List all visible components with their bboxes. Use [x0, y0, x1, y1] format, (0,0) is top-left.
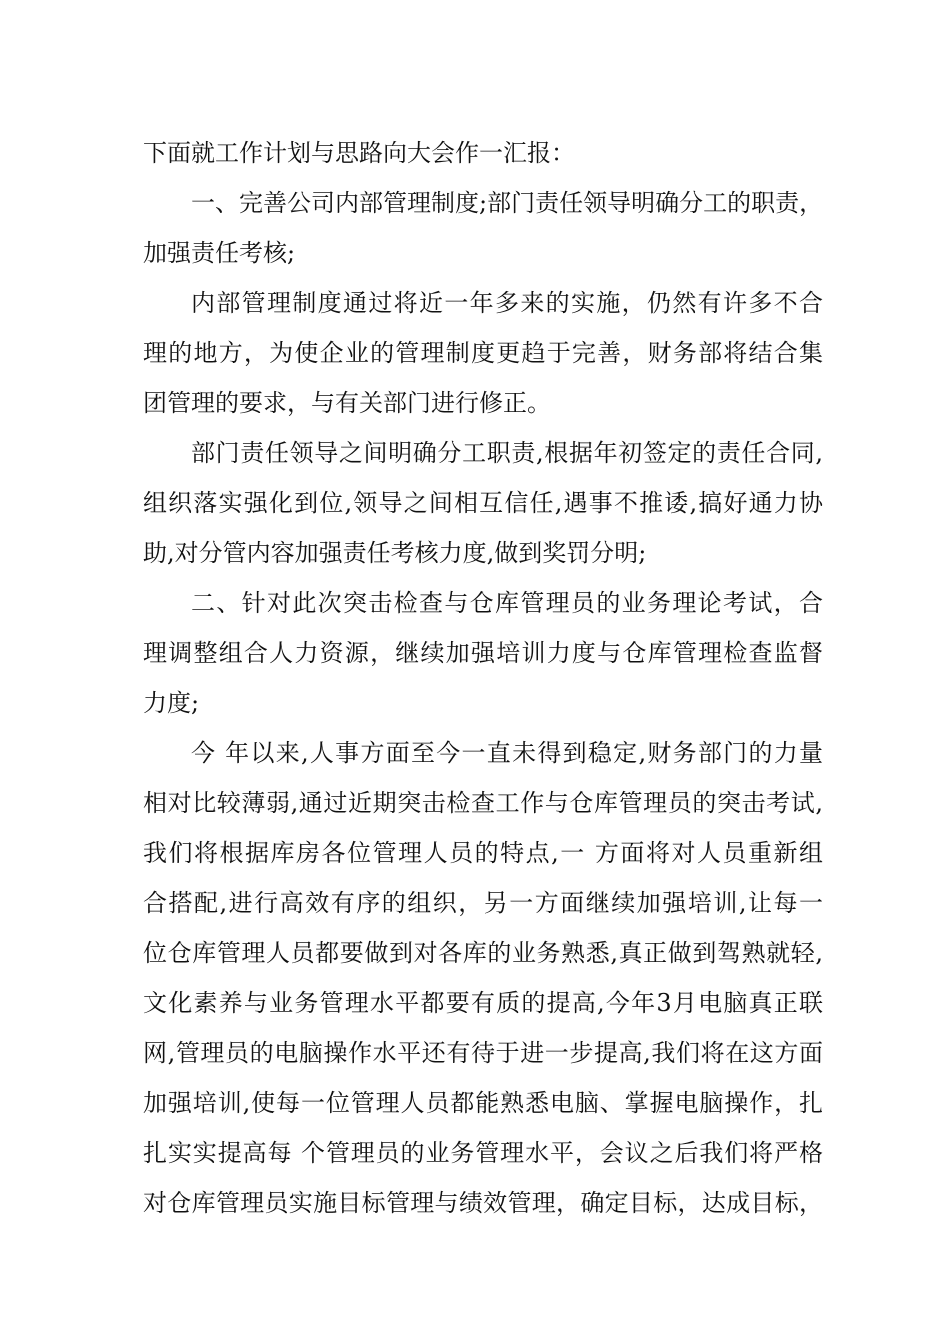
paragraph-line: 文化素养与业务管理水平都要有质的提高,今年3月电脑真正联	[143, 989, 823, 1017]
paragraph-line: 今 年以来,人事方面至今一直未得到稳定,财务部门的力量	[191, 739, 823, 767]
paragraph-line: 位仓库管理人员都要做到对各库的业务熟悉,真正做到驾熟就轻,	[143, 939, 823, 967]
section-1-heading-line-1: 一、完善公司内部管理制度;部门责任领导明确分工的职责，	[191, 189, 824, 217]
section-2-heading-line-3: 力度;	[143, 689, 200, 717]
paragraph-line: 理的地方，为使企业的管理制度更趋于完善，财务部将结合集	[143, 339, 823, 367]
paragraph-line: 助,对分管内容加强责任考核力度,做到奖罚分明;	[143, 539, 647, 567]
paragraph-line: 团管理的要求，与有关部门进行修正。	[143, 389, 551, 417]
paragraph-line: 内部管理制度通过将近一年多来的实施，仍然有许多不合	[191, 289, 823, 317]
paragraph-line: 加强培训,使每一位管理人员都能熟悉电脑、掌握电脑操作，扎	[143, 1089, 823, 1117]
paragraph-line: 对仓库管理员实施目标管理与绩效管理，确定目标，达成目标，	[143, 1189, 823, 1217]
paragraph-line: 网,管理员的电脑操作水平还有待于进一步提高,我们将在这方面	[143, 1039, 823, 1067]
paragraph-line: 合搭配,进行高效有序的组织，另一方面继续加强培训,让每一	[143, 889, 823, 917]
section-1-heading-line-2: 加强责任考核;	[143, 239, 296, 267]
document-body	[143, 128, 823, 1228]
intro-line: 下面就工作计划与思路向大会作一汇报：	[143, 139, 575, 167]
section-2-heading-line-2: 理调整组合人力资源，继续加强培训力度与仓库管理检查监督	[143, 639, 823, 667]
paragraph-line: 组织落实强化到位,领导之间相互信任,遇事不推诿,搞好通力协	[143, 489, 823, 517]
section-2-heading-line-1: 二、针对此次突击检查与仓库管理员的业务理论考试，合	[191, 589, 823, 617]
paragraph-line: 部门责任领导之间明确分工职责,根据年初签定的责任合同,	[191, 439, 823, 467]
paragraph-line: 扎实实提高每 个管理员的业务管理水平，会议之后我们将严格	[143, 1139, 823, 1167]
paragraph-line: 相对比较薄弱,通过近期突击检查工作与仓库管理员的突击考试,	[143, 789, 823, 817]
paragraph-line: 我们将根据库房各位管理人员的特点,一 方面将对人员重新组	[143, 839, 823, 867]
